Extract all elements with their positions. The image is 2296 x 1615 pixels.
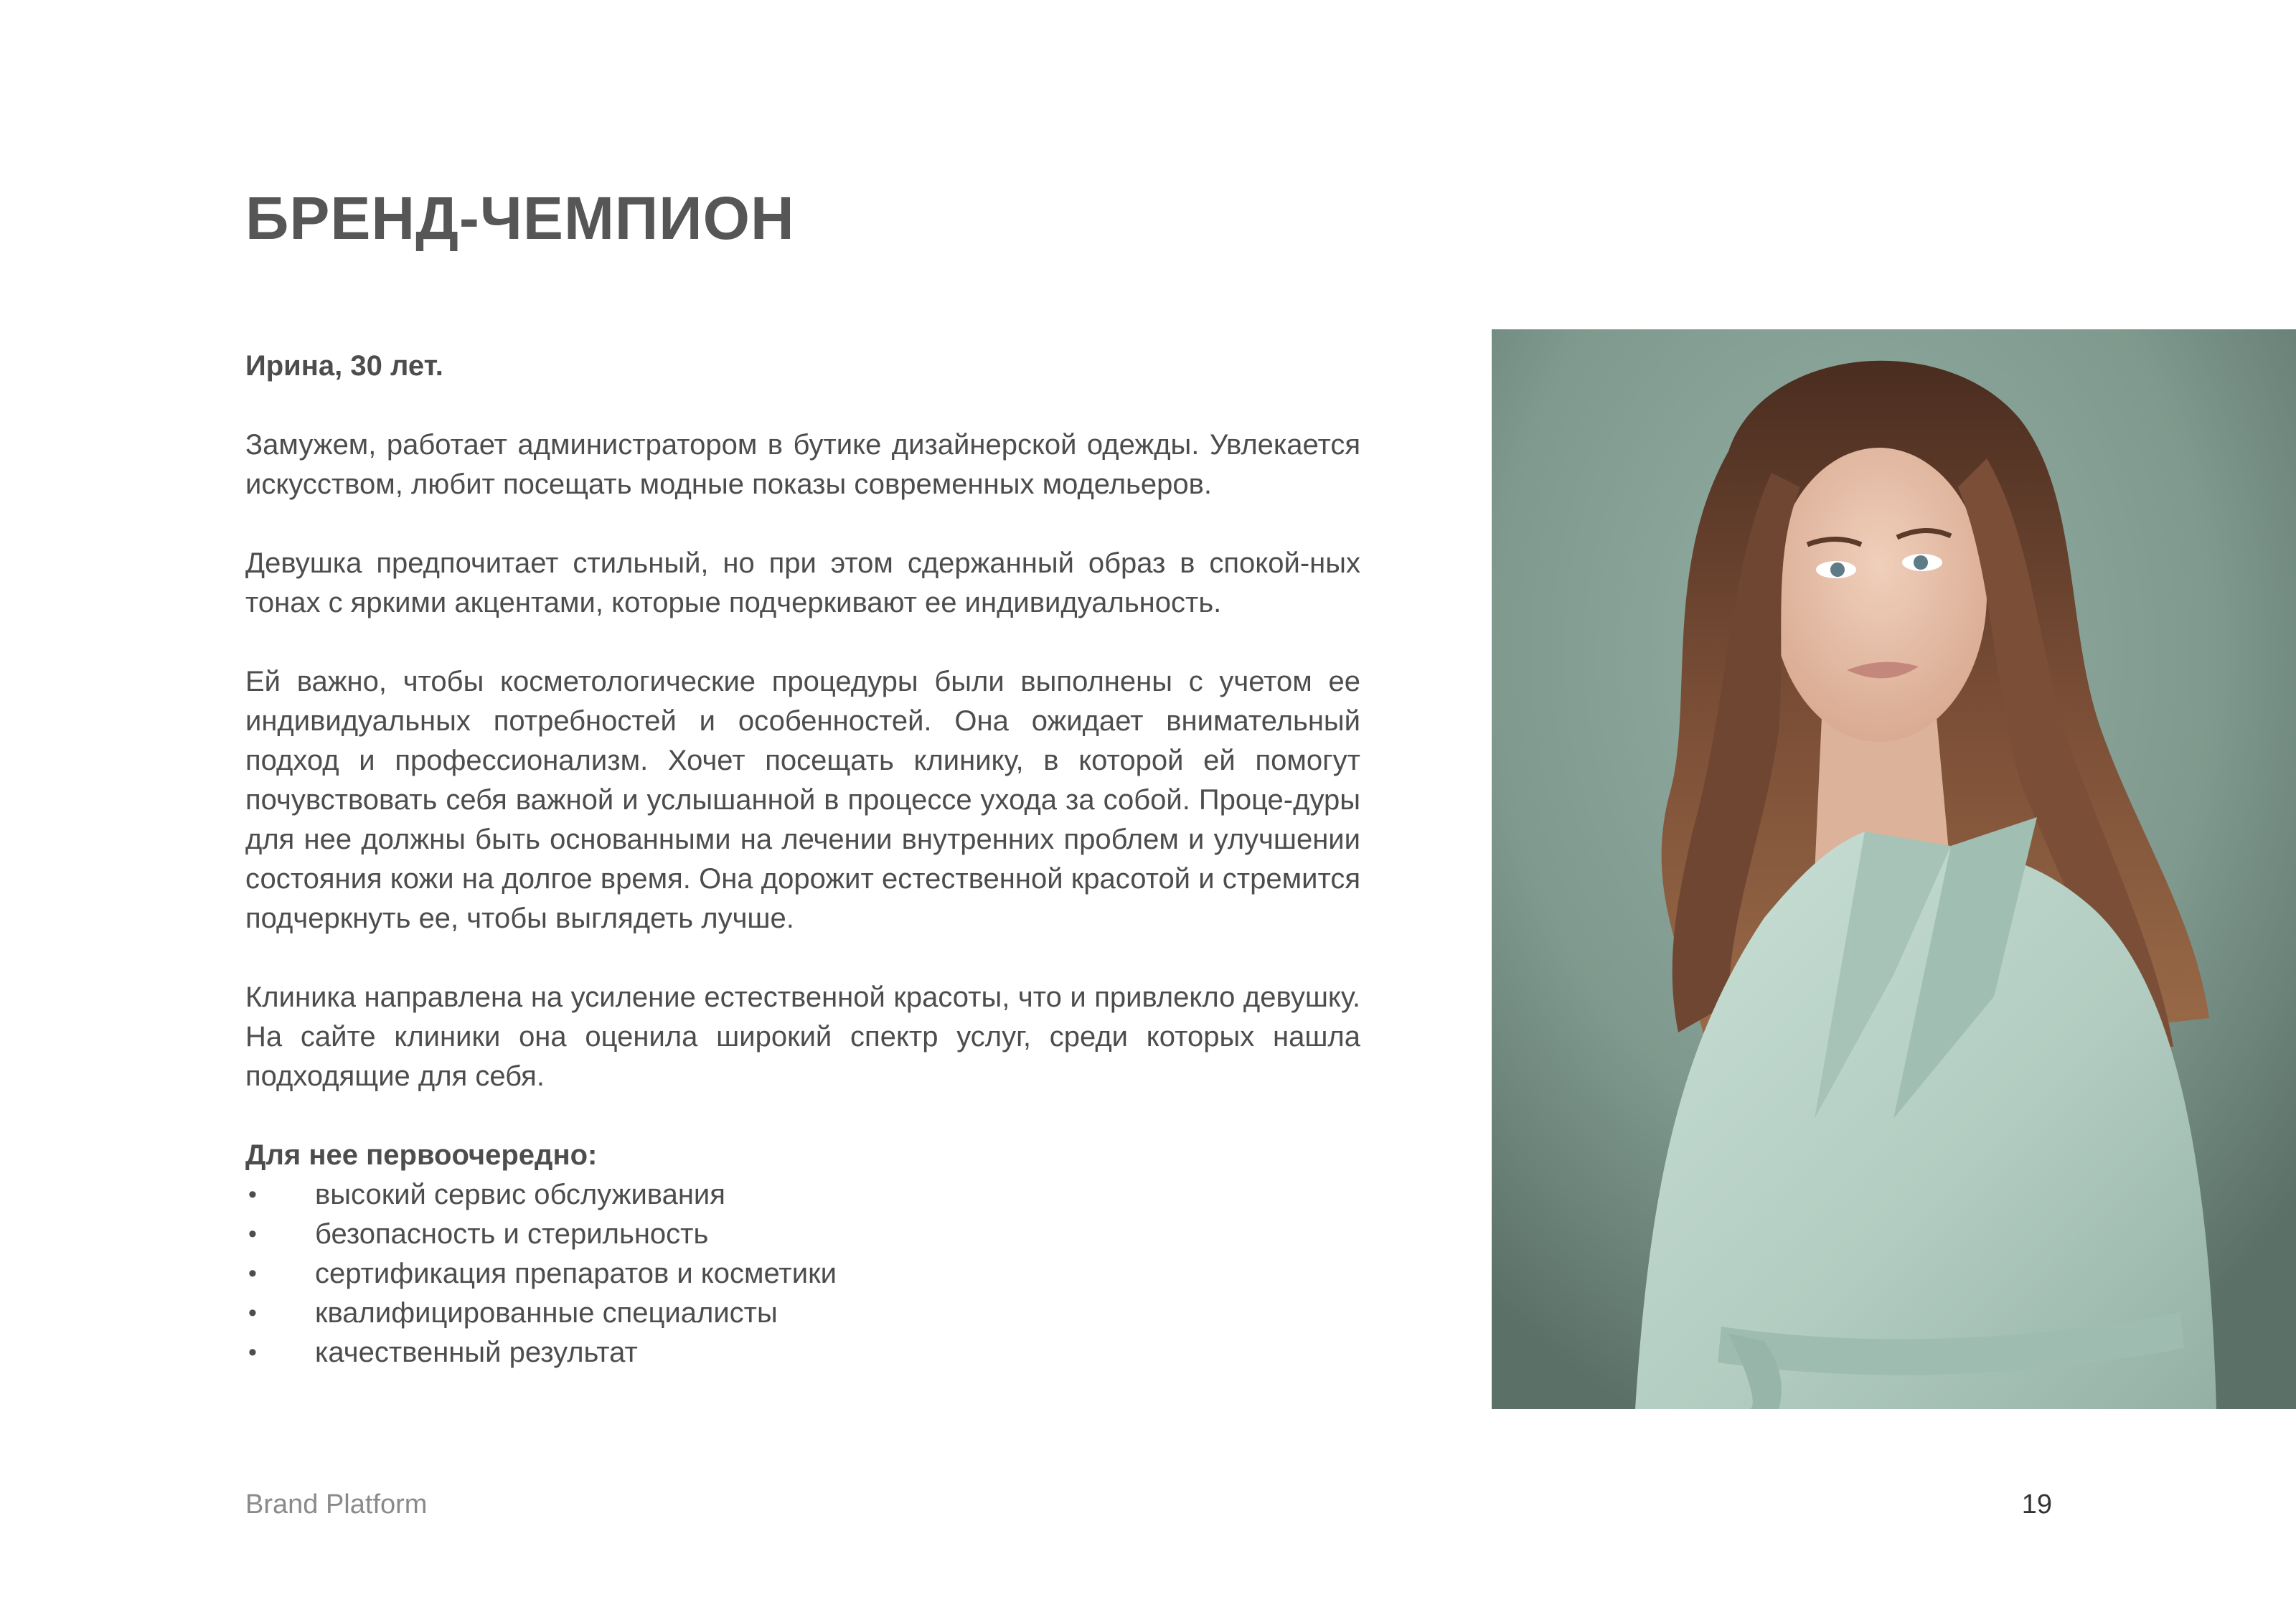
list-item bbox=[245, 1333, 1360, 1372]
face-shape bbox=[1772, 448, 1987, 742]
persona-paragraph: Клиника направлена на усиление естественной красоты, что и привлекло девушку. На сайте клиники она оценила широкий спектр услуг, среди которых нашла подходящие для себя. bbox=[245, 981, 1360, 1092]
bullet-icon: • bbox=[248, 1339, 257, 1366]
persona-description bbox=[245, 347, 1360, 1372]
right-iris bbox=[1914, 555, 1928, 570]
bullet-icon: • bbox=[248, 1181, 257, 1208]
bullet-icon: • bbox=[248, 1299, 257, 1327]
page-number: 19 bbox=[2021, 1489, 2052, 1520]
list-item bbox=[245, 1254, 1360, 1294]
priorities-list bbox=[245, 1175, 1360, 1372]
priorities-title: Для нее первоочередно: bbox=[245, 1139, 598, 1171]
footer-brand-label: Brand Platform bbox=[245, 1489, 428, 1520]
persona-paragraph: Замужем, работает администратором в бутике дизайнерской одежды. Увлекается искусством, любит посещать модные показы современных модельеров. bbox=[245, 429, 1360, 500]
list-item-text: квалифицированные специалисты bbox=[315, 1297, 778, 1329]
bullet-icon: • bbox=[248, 1260, 257, 1287]
list-item bbox=[245, 1294, 1360, 1333]
persona-paragraph: Девушка предпочитает стильный, но при этом сдержанный образ в спокой-ных тонах с яркими акцентами, которые подчеркивают ее индивидуальность. bbox=[245, 547, 1360, 618]
list-item-text: качественный результат bbox=[315, 1337, 638, 1368]
bullet-icon: • bbox=[248, 1220, 257, 1248]
list-item bbox=[245, 1175, 1360, 1215]
persona-photo bbox=[1492, 329, 2296, 1409]
list-item-text: безопасность и стерильность bbox=[315, 1218, 709, 1250]
list-item bbox=[245, 1215, 1360, 1254]
list-item-text: сертификация препаратов и косметики bbox=[315, 1258, 837, 1289]
left-iris bbox=[1830, 562, 1845, 577]
persona-portrait-illustration bbox=[1492, 329, 2296, 1409]
persona-name: Ирина, 30 лет. bbox=[245, 350, 443, 382]
page-title: БРЕНД-ЧЕМПИОН bbox=[245, 184, 795, 252]
persona-paragraph: Ей важно, чтобы косметологические процедуры были выполнены с учетом ее индивидуальных потребностей и особенностей. Она ожидает внимательный подход и профессионализм. Хочет посещать клинику, в которой ей помогут почувствовать себя важной и услышанной в процессе ухода за собой. Проце-дуры для нее должны быть основанными на лечении внутренних проблем и улучшении состояния кожи на долгое время. Она дорожит естественной красотой и стремится подчеркнуть ее, чтобы выглядеть лучше. bbox=[245, 666, 1360, 934]
list-item-text: высокий сервис обслуживания bbox=[315, 1179, 725, 1210]
